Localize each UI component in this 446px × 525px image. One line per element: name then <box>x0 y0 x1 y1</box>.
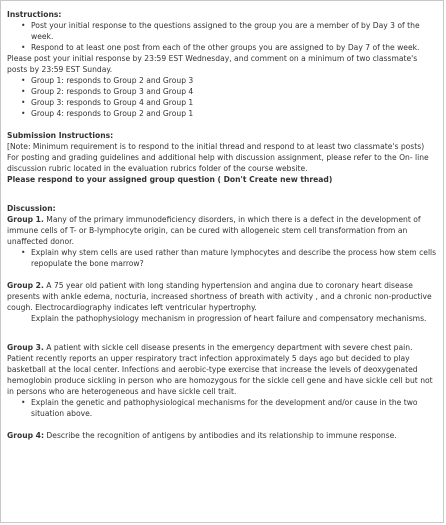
group2-text: A 75 year old patient with long standing hypertension and angina due to coronary heart disease presents with ankle edema, nocturia, increased shortness of breath with activity , and a chronic non-productive cough. Electrocardiography indicates left ventricular hypertrophy. <box>7 281 432 312</box>
respond-instruction: Please respond to your assigned group question ( Don't Create new thread) <box>7 175 333 184</box>
instructions-heading: Instructions: <box>7 10 62 19</box>
group4-text: Describe the recognition of antigens by antibodies and its relationship to immune response. <box>44 431 397 440</box>
submission-heading: Submission Instructions: <box>7 131 114 140</box>
group1-bullets <box>7 247 437 269</box>
group4-question <box>7 430 437 441</box>
instruction-item: • Post your initial response to the questions assigned to the group you are a member of by Day 3 of the week. <box>7 20 437 42</box>
group3-text: A patient with sickle cell disease presents in the emergency department with severe chest pain. Patient recently reports an upper respiratory tract infection approximately 5 days ago but decided to play basketball at the local center. Infections and aerobic-type exercise that increase the levels of deoxygenated hemoglobin produce sickling in person who are homozygous for the sickle cell gene and have sickle cell but not in persons who are heterogeneous and have sickle cell trait. <box>7 343 433 396</box>
group1-label: Group 1. <box>7 215 44 224</box>
group1-text: Many of the primary immunodeficiency disorders, in which there is a defect in the development of immune cells of T- or B-lymphocyte origin, can be cured with allogeneic stem cell transformation from an unaffected donor. <box>7 215 421 246</box>
group2-question <box>7 280 437 313</box>
instructions-list <box>7 20 437 53</box>
group3-label: Group 3. <box>7 343 44 352</box>
group2-task: Explain the pathophysiology mechanism in progression of heart failure and compensatory mechanisms. <box>31 314 427 323</box>
group1-task: • Explain why stem cells are used rather than mature lymphocytes and describe the process how stem cells repopulate the bone marrow? <box>7 247 437 269</box>
group3-task: • Explain the genetic and pathophysiological mechanisms for the development and/or cause in the two situation above. <box>7 397 437 419</box>
group3-question <box>7 342 437 397</box>
group-response-item: • Group 1: responds to Group 2 and Group 3 <box>7 75 437 86</box>
discussion-heading: Discussion: <box>7 204 56 213</box>
group-response-list <box>7 75 437 119</box>
group2-label: Group 2. <box>7 281 44 290</box>
group4-label: Group 4: <box>7 431 45 440</box>
group-response-item: • Group 2: responds to Group 3 and Group 4 <box>7 86 437 97</box>
group-response-item: • Group 4: responds to Group 2 and Group 1 <box>7 108 437 119</box>
group3-bullets <box>7 397 437 419</box>
guidelines-text: For posting and grading guidelines and additional help with discussion assignment, please refer to the On- line discussion rubric located in the evaluation rubrics folder of the course website. <box>7 153 429 173</box>
group-response-item: • Group 3: responds to Group 4 and Group 1 <box>7 97 437 108</box>
instruction-item: • Respond to at least one post from each of the other groups you are assigned to by Day 7 of the week. <box>7 42 437 53</box>
group1-question <box>7 214 437 247</box>
deadline-text: Please post your initial response by 23:59 EST Wednesday, and comment on a minimum of two classmate's posts by 23:59 EST Sunday. <box>7 54 418 74</box>
submission-note: [Note: Minimum requirement is to respond to the initial thread and respond to at least two classmate's posts) <box>7 142 425 151</box>
